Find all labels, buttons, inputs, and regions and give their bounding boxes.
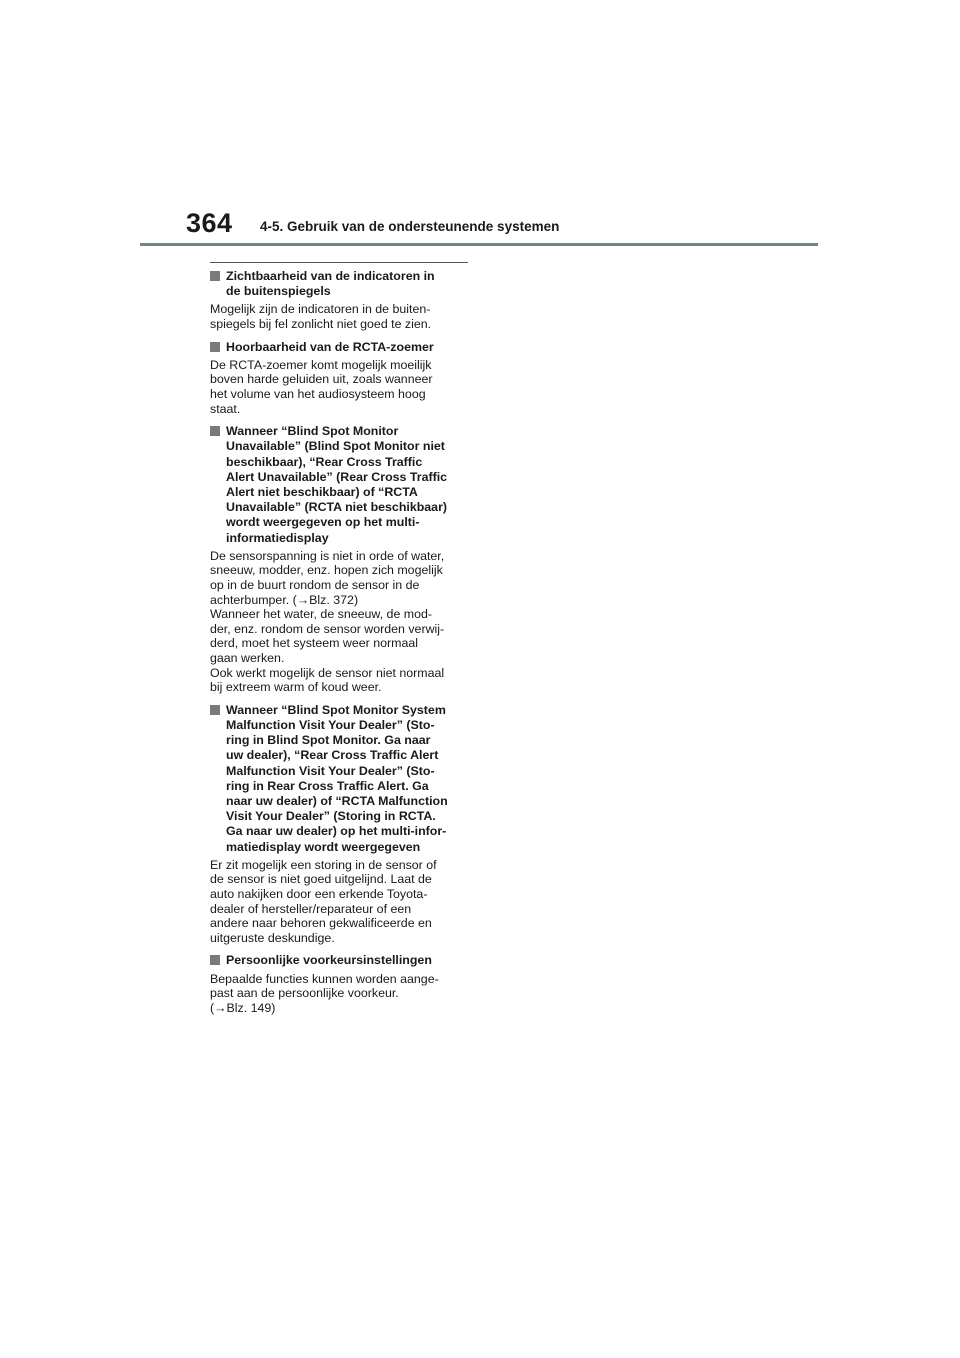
body-line: achterbumper. (→Blz. 372)	[210, 592, 359, 607]
heading-line: Zichtbaarheid van de indicatoren in	[226, 269, 435, 283]
section	[210, 340, 468, 417]
heading-line: Wanneer “Blind Spot Monitor System	[226, 702, 446, 717]
heading-line: uw dealer), “Rear Cross Traffic Alert	[226, 748, 439, 763]
section-heading	[210, 424, 468, 546]
heading-line: beschikbaar), “Rear Cross Traffic	[226, 454, 423, 469]
section	[210, 703, 468, 946]
heading-line: ring in Blind Spot Monitor. Ga naar	[226, 733, 431, 748]
body-line: Wanneer het water, de sneeuw, de mod-	[210, 607, 433, 622]
heading-line: matiedisplay wordt weergegeven	[226, 839, 421, 854]
heading-line: Persoonlijke voorkeursinstellingen	[226, 953, 432, 968]
square-bullet-icon	[210, 342, 220, 352]
main-content	[210, 262, 468, 1023]
page-number: 364	[186, 208, 233, 238]
heading-line: Alert Unavailable” (Rear Cross Traffic	[226, 469, 448, 484]
body-line: staat.	[210, 401, 241, 416]
body-line: uitgeruste deskundige.	[210, 930, 335, 945]
body-line: de sensor is niet goed uitgelijnd. Laat de	[210, 872, 432, 887]
body-line: Mogelijk zijn de indicatoren in de buiten-	[210, 302, 431, 317]
heading-line: Malfunction Visit Your Dealer” (Sto-	[226, 717, 435, 732]
heading-line: Alert niet beschikbaar) of “RCTA	[226, 484, 418, 499]
square-bullet-icon	[210, 271, 220, 281]
body-line: het volume van het audiosysteem hoog	[210, 386, 426, 401]
heading-line: Ga naar uw dealer) op het multi-infor-	[226, 824, 447, 839]
square-bullet-icon	[210, 955, 220, 965]
section-body	[210, 549, 468, 695]
body-line: Ook werkt mogelijk de sensor niet normaal	[210, 665, 445, 680]
section-heading	[210, 340, 468, 355]
body-line: bij extreem warm of koud weer.	[210, 680, 382, 695]
section-body	[210, 858, 468, 946]
body-line: Bepaalde functies kunnen worden aange-	[210, 971, 439, 986]
section	[210, 269, 468, 332]
sections-list	[210, 269, 468, 1015]
section-body	[210, 972, 468, 1016]
body-line: past aan de persoonlijke voorkeur.	[210, 986, 399, 1001]
section-body	[210, 302, 468, 331]
body-line: spiegels bij fel zonlicht niet goed te zien.	[210, 317, 432, 331]
heading-line: wordt weergegeven op het multi-	[226, 515, 420, 530]
heading-line: Visit Your Dealer” (Storing in RCTA.	[226, 809, 436, 824]
section-divider	[210, 262, 468, 263]
heading-line: Unavailable” (RCTA niet beschikbaar)	[226, 500, 448, 515]
section-title: 4-5. Gebruik van de ondersteunende systemen	[260, 219, 560, 234]
body-line: Er zit mogelijk een storing in de sensor of	[210, 857, 437, 872]
square-bullet-icon	[210, 426, 220, 436]
header-divider	[140, 243, 818, 246]
heading-line: Unavailable” (Blind Spot Monitor niet	[226, 439, 445, 454]
section-heading	[210, 269, 468, 299]
body-line: der, enz. rondom de sensor worden verwij-	[210, 621, 445, 636]
body-line: (→Blz. 149)	[210, 1000, 276, 1015]
body-line: auto nakijken door een erkende Toyota-	[210, 886, 428, 901]
body-line: dealer of hersteller/reparateur of een	[210, 901, 412, 916]
body-line: derd, moet het systeem weer normaal	[210, 636, 418, 651]
heading-line: ring in Rear Cross Traffic Alert. Ga	[226, 778, 429, 793]
heading-line: naar uw dealer) of “RCTA Malfunction	[226, 793, 448, 808]
square-bullet-icon	[210, 705, 220, 715]
body-line: boven harde geluiden uit, zoals wanneer	[210, 372, 433, 387]
body-line: De sensorspanning is niet in orde of water,	[210, 548, 445, 563]
body-line: andere naar behoren gekwalificeerde en	[210, 916, 432, 931]
section-heading	[210, 953, 468, 968]
heading-line: informatiedisplay	[226, 530, 329, 545]
body-line: sneeuw, modder, enz. hopen zich mogelijk	[210, 563, 443, 578]
heading-line: Hoorbaarheid van de RCTA-zoemer	[226, 339, 434, 354]
section-heading	[210, 703, 468, 855]
body-line: op in de buurt rondom de sensor in de	[210, 577, 420, 592]
heading-line: Wanneer “Blind Spot Monitor	[226, 424, 399, 439]
section	[210, 424, 468, 695]
heading-line: de buitenspiegels	[226, 284, 331, 299]
heading-line: Malfunction Visit Your Dealer” (Sto-	[226, 763, 435, 778]
section	[210, 953, 468, 1015]
body-line: De RCTA-zoemer komt mogelijk moeilijk	[210, 357, 432, 372]
section-body	[210, 358, 468, 416]
body-line: gaan werken.	[210, 650, 285, 665]
